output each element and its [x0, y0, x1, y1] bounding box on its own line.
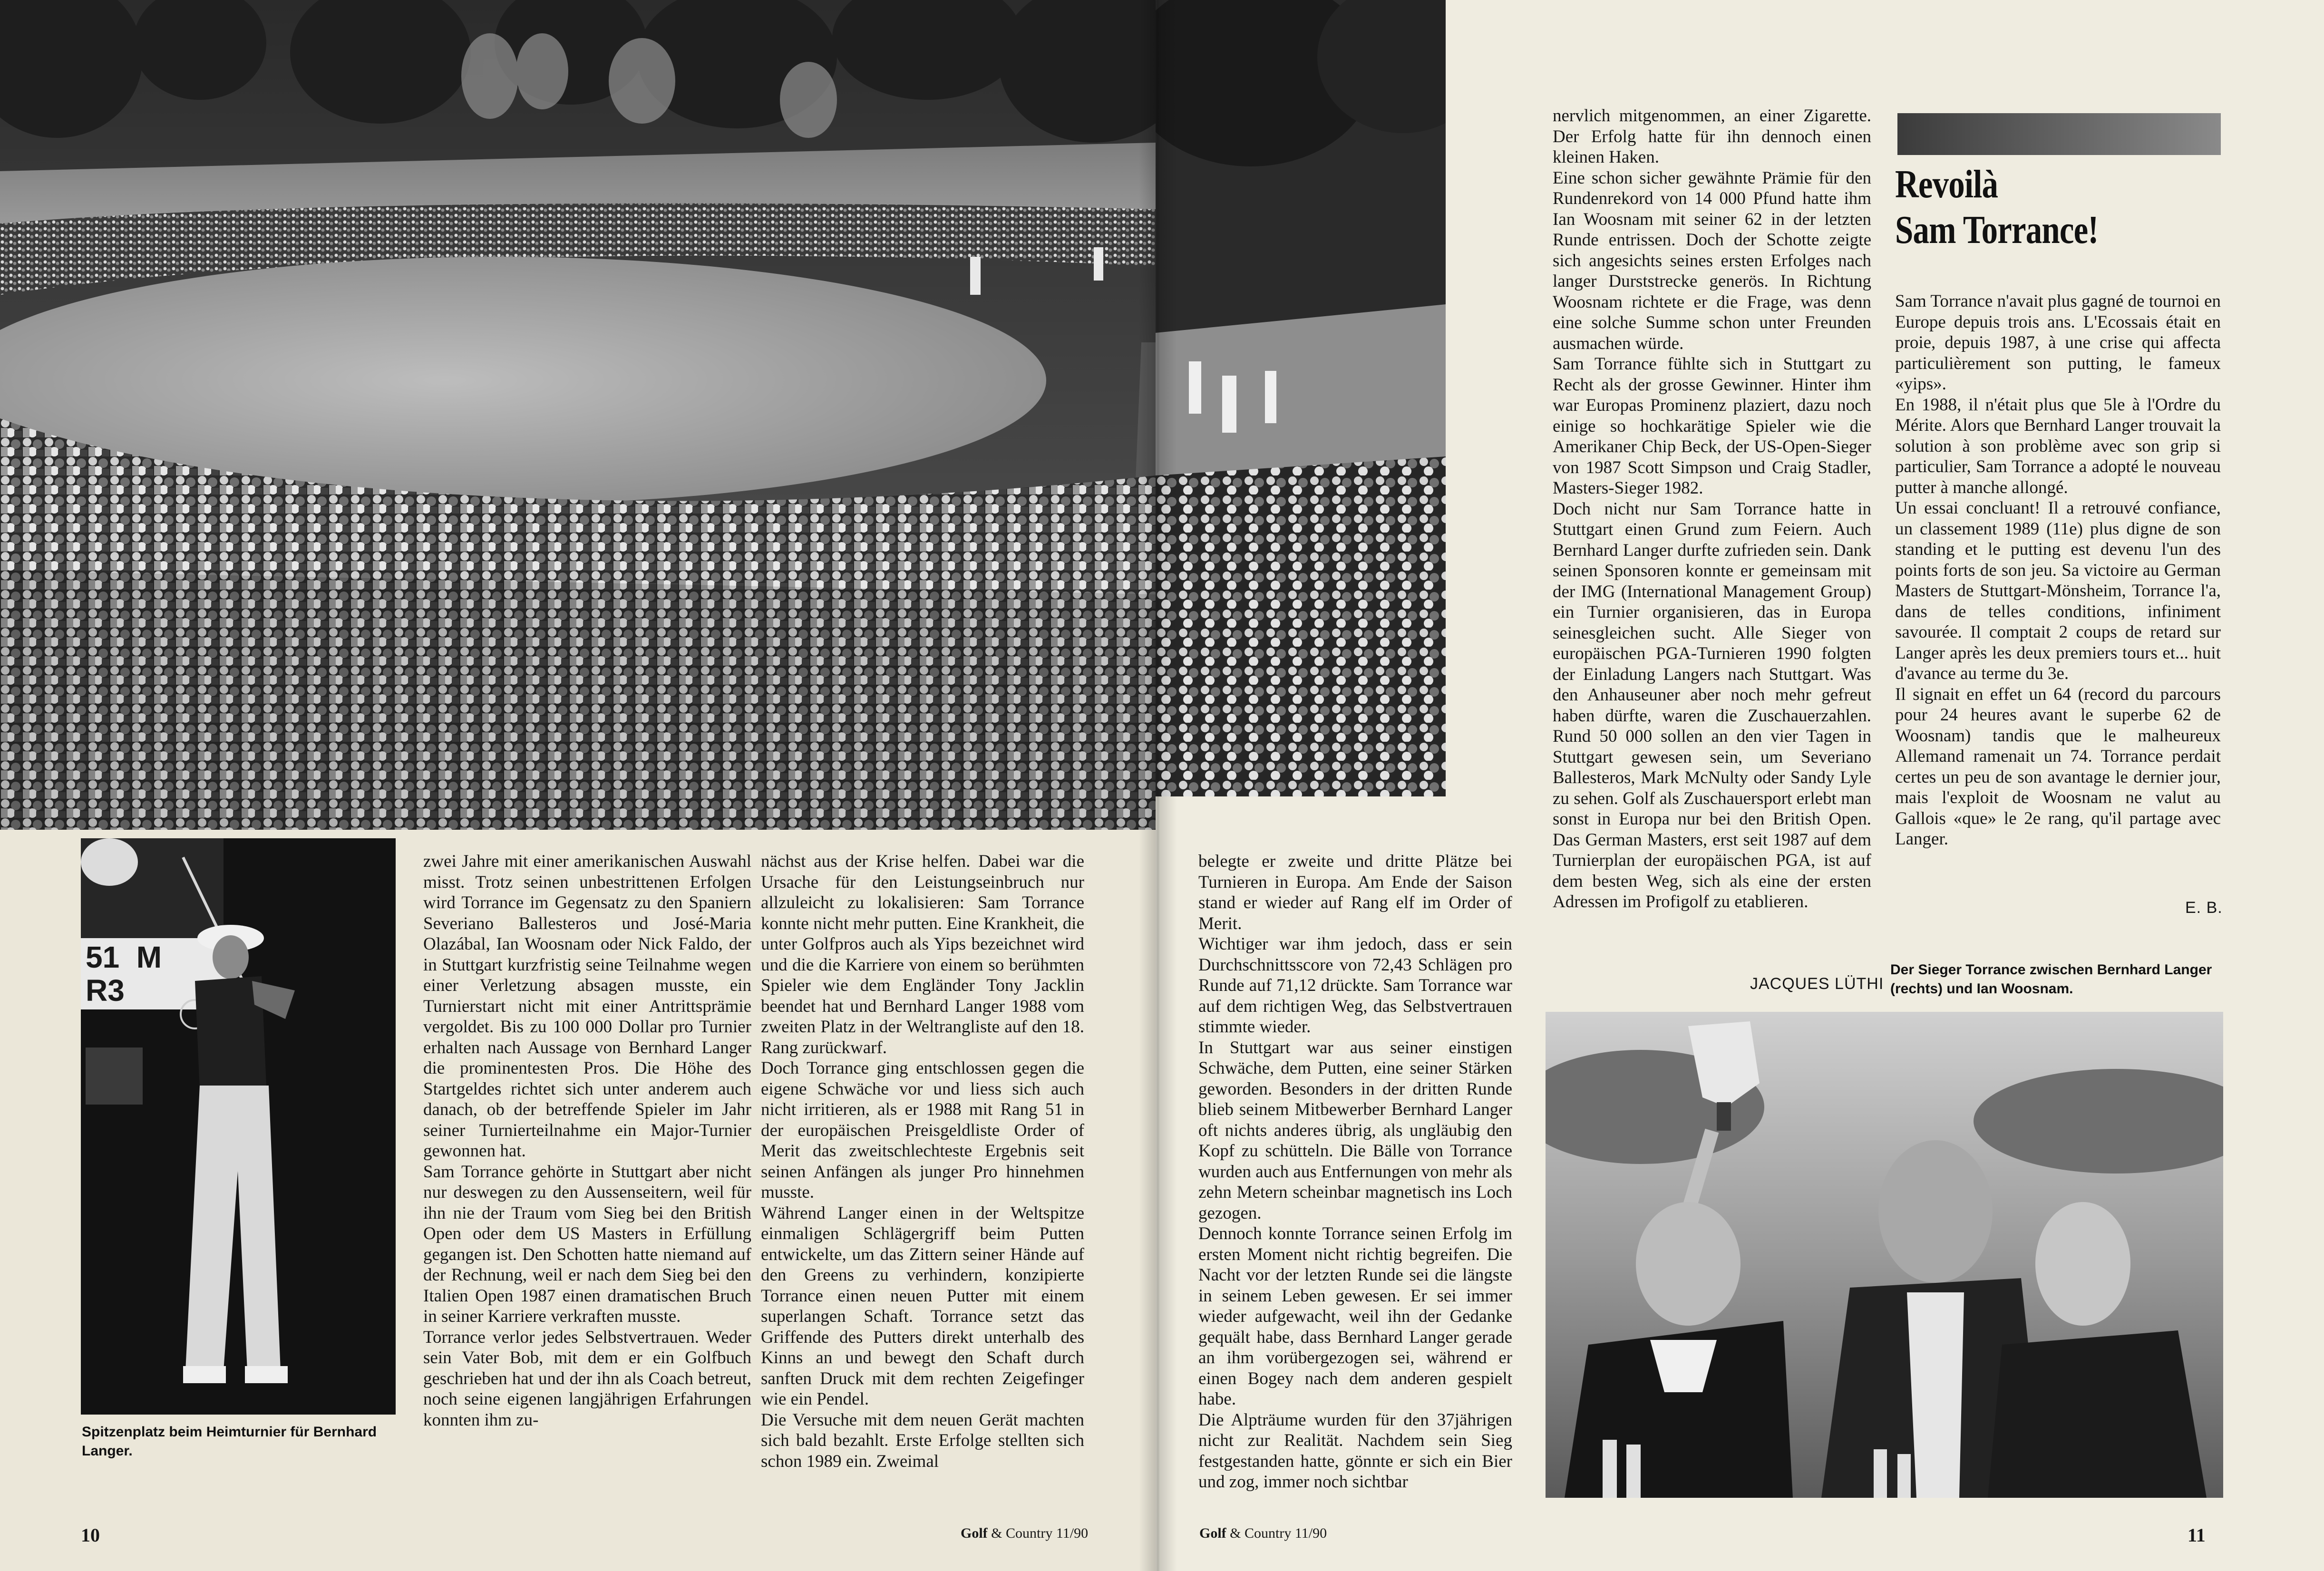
left-column-2: [761, 851, 1084, 1472]
photo-sign-text: [86, 941, 162, 1007]
headline-bar: [1897, 113, 2221, 155]
page-gutter: [1139, 0, 1177, 1571]
paragraph: Sam Torrance fühlte sich in Stuttgart zu Recht als der grosse Gewinner. Hinter ihm war Europas Prominenz plaziert, dazu noch einige so hochkarätige Spieler wie die Amerikaner Chip Beck, der US-Open-Sieger von 1987 Scott Simpson und Craig Stadler, Masters-Sieger 1982.: [1553, 354, 1871, 498]
headline-line-2: Sam Torrance!: [1895, 208, 2099, 252]
paragraph: nächst aus der Krise helfen. Dabei war die Ursache für den Leistungseinbruch nur allzuleicht zu lokalisieren: Sam Torrance konnte nicht mehr putten. Eine Krankheit, die unter Golfpros auch als Yips bezeichnet wird und die die Karriere von einem so berühmten Spieler wie dem Engländer Tony Jacklin beendet hat und Bernhard Langer 1988 vom zweiten Platz in der Weltrangliste auf den 18. Rang zurückwarf.: [761, 852, 1084, 1057]
paragraph: zwei Jahre mit einer amerikanischen Auswahl misst. Trotz seinen unbestrittenen Erfolgen wird Torrance im Gegensatz zu den Spaniern Severiano Ballesteros und José-Maria Olazábal, Ian Woosnam oder Nick Faldo, der in Stuttgart kurzfristig seine Teilnahme wegen einer Verletzung absagen musste, ein Turnierstart nicht mit einer Antrittsprämie vergoldet. Bis zu 100 000 Dollar pro Turnier erhalten nach Aussage von Bernhard Langer die prominentesten Pros. Die Höhe des Startgeldes richtet sich unter anderem auch danach, ob der betreffende Spieler im Jahr seiner Turnierteilnahme ein Major-Turnier gewonnen hat.: [423, 852, 751, 1161]
paragraph: Dennoch konnte Torrance seinen Erfolg im ersten Moment nicht richtig begreifen. Die Nacht vor der letzten Runde sei die längste in seinem Leben gewesen. Er sei immer wieder aufgewacht, weil ihn der Gedanke gequält habe, dass Bernhard Langer gerade an ihm vorübergezogen sei, während er einen Bogey nach dem anderen gespielt habe.: [1198, 1224, 1512, 1409]
paragraph: Un essai concluant! Il a retrouvé confiance, un classement 1989 (11e) plus digne de son standing et le putting est devenu l'un des points forts de son jeu. Sa victoire au German Masters de Stuttgart-Mönsheim, Torrance l'a, dans de telles conditions, infiniment savourée. Il comptait 2 coups de retard sur Langer après les deux premiers tours et... huit d'avance au terme du 3e.: [1895, 498, 2221, 683]
right-column-bottom: [1198, 851, 1512, 1493]
left-page: [0, 0, 1156, 1571]
magazine-issue: & Country 11/90: [1226, 1525, 1327, 1541]
right-column-top: [1553, 106, 1871, 912]
left-column-1: [423, 851, 751, 1430]
paragraph: nervlich mitgenommen, an einer Zigarette. Der Erfolg hatte für ihn dennoch einen kleinen Haken.: [1553, 106, 1871, 167]
caption-golfer: Spitzenplatz beim Heimturnier für Bernhard Langer.: [82, 1424, 377, 1459]
paragraph: Torrance verlor jedes Selbstvertrauen. Weder sein Vater Bob, mit dem er ein Golfbuch geschrieben hat und der ihn als Coach betreut, noch seine eigenen langjährigen Erfahrungen konnten ihm zu-: [423, 1327, 751, 1430]
winners-trophy-photo: [1546, 1012, 2223, 1498]
right-page: [1156, 0, 2324, 1571]
paragraph: Eine schon sicher gewähnte Prämie für den Rundenrekord von 14 000 Pfund hatte ihm Ian Woosnam mit seiner 62 in der letzten Runde entrissen. Doch der Schotte zeigte sich angesichts seines ersten Erfolges nach langer Durststrecke generös. In Richtung Woosnam richtete er die Frage, was denn eine solche Summe schon unter Freunden ausmachen würde.: [1553, 168, 1871, 353]
running-footer-left: [961, 1525, 1088, 1542]
byline-german: JACQUES LÜTHI: [1750, 975, 1884, 993]
page-number-right: 11: [2188, 1524, 2206, 1546]
paragraph: Il signait en effet un 64 (record du parcours pour 24 heures avant le superbe 62 de Woosnam) tandis que le malheureux Allemand ramenait un 74. Torrance perdait certes un peu de son avantage le dernier jour, mais l'exploit de Woosnam ne valut au Gallois «que» le 2e rang, qu'il partage avec Langer.: [1895, 684, 2221, 849]
sign-line-2: R3: [86, 973, 125, 1008]
page-number-left: 10: [81, 1524, 100, 1546]
french-column: [1895, 291, 2221, 850]
french-signature: E. B.: [2185, 899, 2223, 917]
caption-winners: Der Sieger Torrance zwischen Bernhard Langer (rechts) und Ian Woosnam.: [1890, 962, 2212, 997]
paragraph: Sam Torrance n'avait plus gagné de tournoi en Europe depuis trois ans. L'Ecossais était en proie, depuis 1987, à une crise qui affecta particulièrement son putting, le fameux «yips».: [1895, 291, 2221, 394]
headline-line-1: Revoilà: [1895, 162, 1998, 206]
paragraph: Die Versuche mit dem neuen Gerät machten sich bald bezahlt. Erste Erfolge stellten sich schon 1989 ein. Zweimal: [761, 1410, 1084, 1471]
crowd-golf-course-photo-continued: [1156, 0, 1446, 796]
paragraph: belegte er zweite und dritte Plätze bei Turnieren in Europa. Am Ende der Saison stand er wieder auf Rang elf im Order of Merit.: [1198, 852, 1512, 933]
paragraph: Sam Torrance gehörte in Stuttgart aber nicht nur deswegen zu den Aussenseitern, weil für ihn nie der Traum vom Sieg bei den British Open oder dem US Masters in Erfüllung gegangen ist. Den Schotten hatte niemand auf der Rechnung, weil er nach dem Sieg bei den Italien Open 1987 einen dramatischen Bruch in seiner Karriere verkraften musste.: [423, 1162, 751, 1326]
golfer-langer-photo: [81, 838, 396, 1415]
running-footer-right: [1199, 1525, 1327, 1542]
magazine-brand: Golf: [961, 1525, 988, 1541]
paragraph: Die Alpträume wurden für den 37jährigen nicht zur Realität. Nachdem sein Sieg festgestanden hatte, gönnte er sich ein Bier und zog, immer noch sichtbar: [1198, 1410, 1512, 1492]
crowd-golf-course-photo: [0, 0, 1156, 830]
french-headline: [1895, 162, 2168, 253]
paragraph: En 1988, il n'était plus que 5le à l'Ordre du Mérite. Alors que Bernhard Langer trouvait la solution à son problème avec son grip si particulier, Sam Torrance a adopté le nouveau putter à manche allongé.: [1895, 395, 2221, 497]
paragraph: In Stuttgart war aus seiner einstigen Schwäche, dem Putten, eine seiner Stärken geworden. Besonders in der dritten Runde blieb seinem Mitbewerber Bernhard Langer oft nichts anderes übrig, als ungläubig den Kopf zu schütteln. Die Bälle von Torrance wurden auch aus Entfernungen von mehr als zehn Metern scheinbar magnetisch ins Loch gezogen.: [1198, 1038, 1512, 1223]
paragraph: Doch Torrance ging entschlossen gegen die eigene Schwäche vor und liess sich auch nicht irritieren, als er 1988 mit Rang 51 in der europäischen Preisgeldliste Order of Merit das zweitschlechteste Ergebnis seit seinen Anfängen als junger Pro hinnehmen musste.: [761, 1058, 1084, 1202]
magazine-issue: & Country 11/90: [987, 1525, 1089, 1541]
paragraph: Während Langer einen in der Weltspitze einmaligen Schlägergriff beim Putten entwickelte, um das Zittern seiner Hände auf den Greens zu verhindern, konzipierte Torrance einen neuen Putter mit einem superlangen Schaft. Torrance setzt das Griffende des Putters direkt unterhalb des Kinns an und bewegt den Schaft durch sanften Druck mit dem rechten Zeigefinger wie ein Pendel.: [761, 1203, 1084, 1409]
paragraph: Doch nicht nur Sam Torrance hatte in Stuttgart einen Grund zum Feiern. Auch Bernhard Langer durfte zufrieden sein. Dank seinen Sponsoren konnte er gemeinsam mit der IMG (International Management Group) ein Turnier organisieren, das in Europa seinesgleichen sucht. Alle Sieger von europäischen PGA-Turnieren 1990 folgten der Einladung Langers nach Stuttgart. Was den Anhauseuner aber noch mehr gefreut haben dürfte, waren die Zuschauerzahlen. Rund 50 000 sollen an den vier Tagen in Stuttgart gewesen sein, um Severiano Ballesteros, Mark McNulty oder Sandy Lyle zu sehen. Golf als Zuschauersport erlebt man sonst in Europa nur bei den British Open. Das German Masters, erst seit 1987 auf dem Turnierplan der europäischen PGA, ist auf dem besten Weg, sich als eine der ersten Adressen im Profigolf zu etablieren.: [1553, 499, 1871, 912]
paragraph: Wichtiger war ihm jedoch, dass er sein Durchschnittsscore von 72,43 Schlägen pro Runde auf 71,12 drückte. Sam Torrance war auf dem richtigen Weg, das Selbstvertrauen stimmte wieder.: [1198, 934, 1512, 1037]
sign-line-1: 51 M: [86, 940, 162, 974]
magazine-brand: Golf: [1199, 1525, 1226, 1541]
